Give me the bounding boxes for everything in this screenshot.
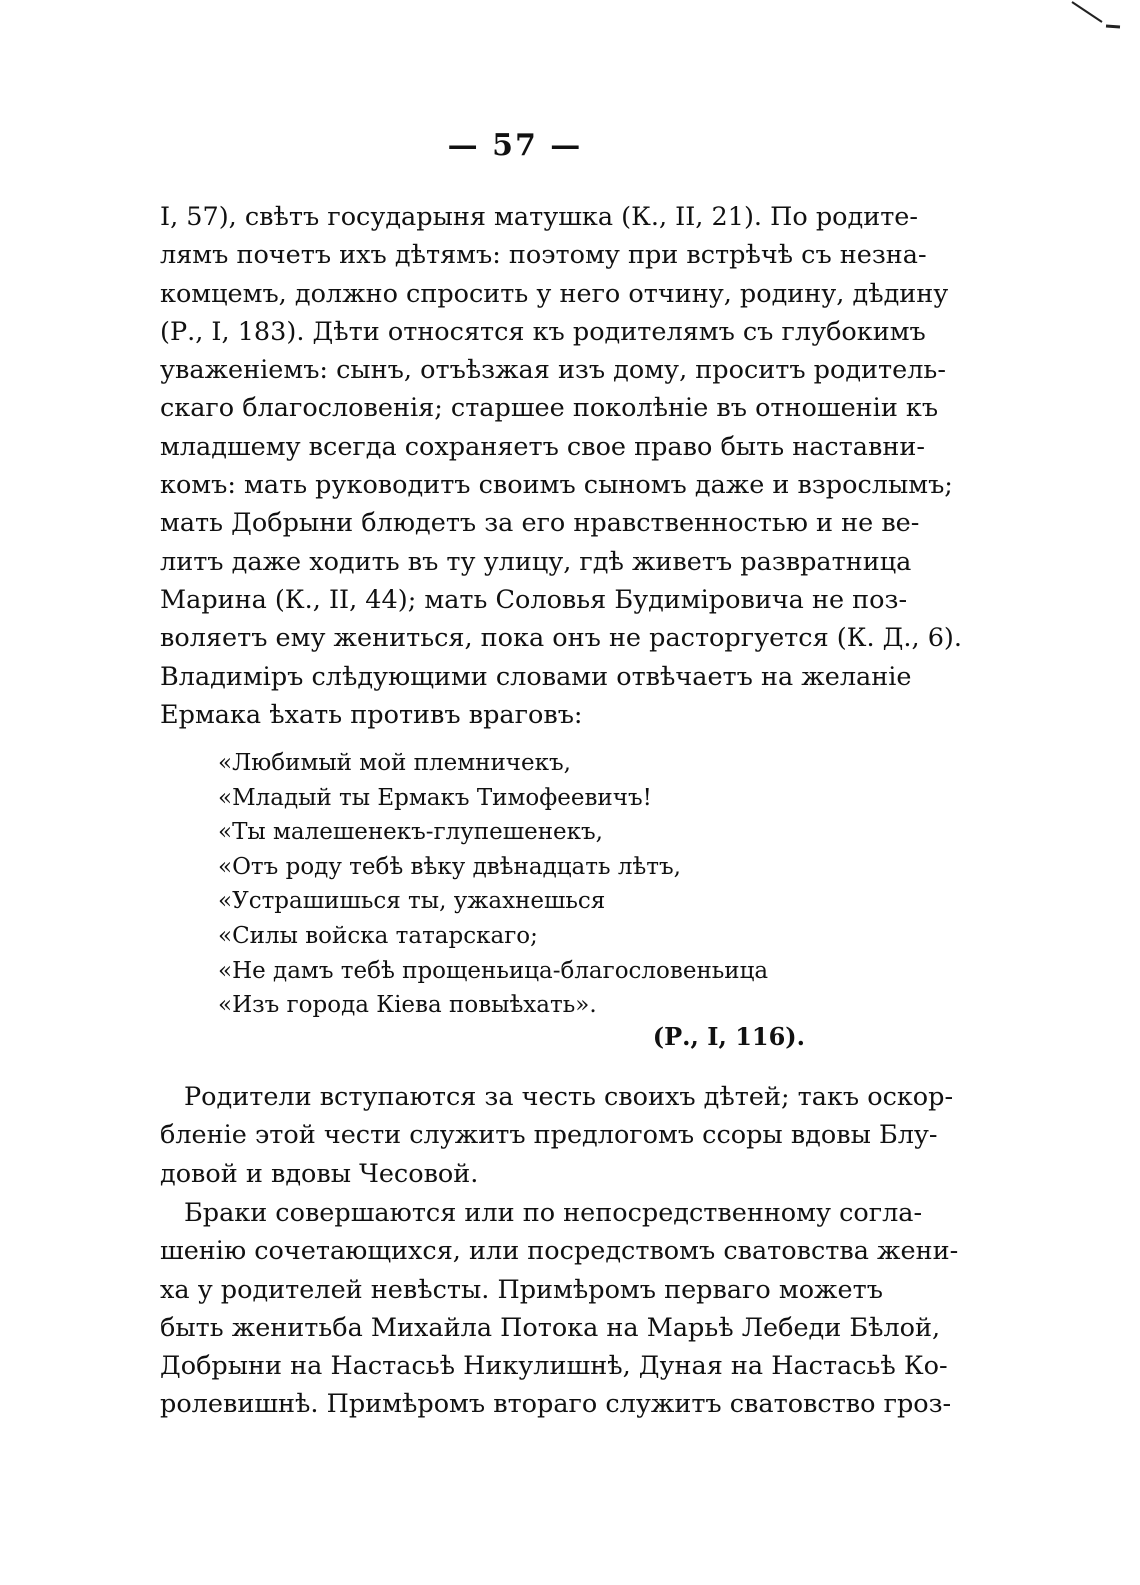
paragraph-parental-respect [160,198,962,734]
page-number: — 57 — [447,128,583,163]
verse-line: «Младый ты Ермакъ Тимофеевичъ! [218,784,652,811]
text-line: скаго благословенія; старшее поколѣніе въ отношеніи къ [160,393,939,424]
paragraph-parental-honor [160,1078,954,1193]
text-line: Браки совершаются или по непосредственному согла- [184,1198,923,1228]
text-line: Добрыни на Настасьѣ Никулишнѣ, Дуная на Настасьѣ Ко- [160,1351,948,1382]
text-line: быть женитьба Михайла Потока на Марьѣ Лебеди Бѣлой, [160,1312,941,1343]
text-line: I, 57), свѣтъ государыня матушка (К., II, 21). По родите- [160,202,919,232]
text-line: воляетъ ему жениться, пока онъ не расторгуется (К. Д., 6). [160,623,962,654]
verse-line: «Устрашишься ты, ужахнешься [218,888,606,915]
text-line: ха у родителей невѣсты. Примѣромъ перваго можетъ [160,1274,883,1305]
paragraph-marriage [160,1194,959,1424]
text-line: мать Добрыни блюдетъ за его нравственностью и не ве- [160,508,920,539]
verse-citation: (Р., I, 116). [652,1022,805,1051]
text-line: (Р., I, 183). Дѣти относятся къ родителямъ съ глубокимъ [160,316,926,347]
verse-line: «Изъ города Кіева повыѣхать». [218,992,597,1019]
verse-line: «Ты малешенекъ-глупешенекъ, [218,819,603,846]
text-line: литъ даже ходить въ ту улицу, гдѣ живетъ развратница [160,546,912,577]
text-line: бленіе этой чести служитъ предлогомъ ссоры вдовы Блу- [160,1120,938,1151]
verse-line: «Отъ роду тебѣ вѣку двѣнадцать лѣтъ, [218,853,681,880]
verse-quotation [218,746,768,1023]
text-line: ролевишнѣ. Примѣромъ втораго служитъ сватовство гроз- [160,1389,952,1420]
text-line: довой и вдовы Чесовой. [160,1158,479,1189]
text-line: уваженіемъ: сынъ, отъѣзжая изъ дому, проситъ родитель- [160,355,946,386]
text-line: Ермака ѣхать противъ враговъ: [160,699,583,730]
scan-corner-mark [1062,0,1122,40]
text-line: шенію сочетающихся, или посредствомъ сватовства жени- [160,1236,959,1267]
text-line: младшему всегда сохраняетъ свое право быть наставни- [160,431,925,462]
text-line: комцемъ, должно спросить у него отчину, родину, дѣдину [160,278,949,309]
text-line: Владиміръ слѣдующими словами отвѣчаетъ на желаніе [160,661,912,692]
text-line: лямъ почетъ ихъ дѣтямъ: поэтому при встрѣчѣ съ незна- [160,240,927,271]
text-line: комъ: мать руководитъ своимъ сыномъ даже и взрослымъ; [160,470,953,501]
verse-line: «Любимый мой племничекъ, [218,750,571,776]
text-line: Марина (К., II, 44); мать Соловья Будиміровича не поз- [160,584,908,615]
verse-line: «Силы войска татарскаго; [218,922,538,949]
verse-line: «Не дамъ тебѣ прощеньица-благословеньица [218,957,769,984]
text-line: Родители вступаются за честь своихъ дѣтей; такъ оскор- [184,1082,954,1112]
